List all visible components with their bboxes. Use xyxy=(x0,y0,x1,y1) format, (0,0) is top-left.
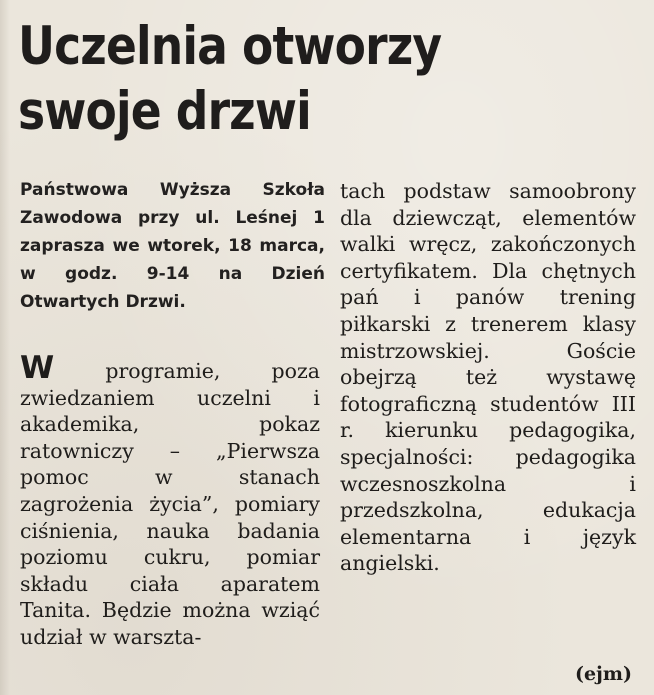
scan-edge-shadow xyxy=(0,0,10,695)
author-signature: (ejm) xyxy=(574,663,632,685)
article-body-left-column xyxy=(20,350,320,651)
body-left-text: programie, poza zwiedzaniem uczelni i akademika, pokaz ratowniczy – „Pierwsza pomoc w stanach zagrożenia życia”, pomiary ciśnienia, nauka badania poziomu cukru, pomiar składu ciała aparatem Tanita. Będzie można wziąć udział w warszta- xyxy=(20,359,320,649)
article-headline: Uczelnia otworzy swoje drzwi xyxy=(18,16,442,142)
article-body-right-column: tach podstaw samoobrony dla dziewcząt, elementów walki wręcz, zakończonych certyfikatem. Dla chętnych pań i panów trening piłkarski z trenerem klasy mistrzowskiej. Goście obejrzą też wystawę fotograficzną studentów III r. kierunku pedagogika, specjalności: pedagogika wczesnoszkolna i przedszkolna, edukacja elementarna i język angielski. xyxy=(340,179,636,576)
drop-cap: W xyxy=(20,350,55,386)
article-lead: Państwowa Wyższa Szkoła Zawodowa przy ul. Leśnej 1 zaprasza we wtorek, 18 marca, w godz. 9-14 na Dzień Otwartych Drzwi. xyxy=(20,180,325,312)
